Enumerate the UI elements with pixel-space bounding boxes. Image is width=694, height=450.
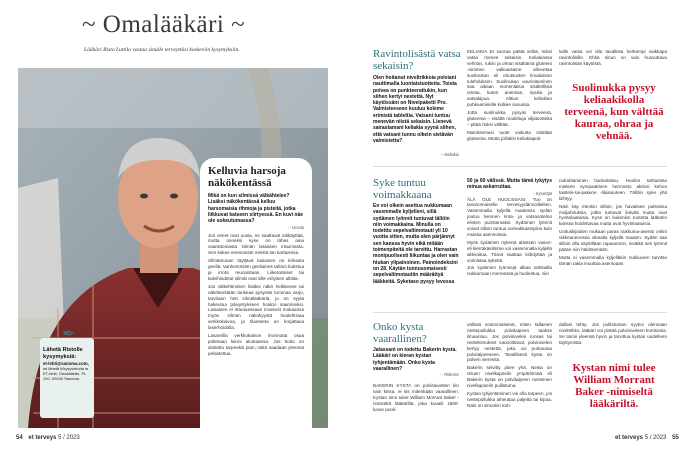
question-box	[40, 326, 94, 418]
section-heading: Onko kysta vaarallinen?	[373, 321, 427, 345]
article-paragraph: Jos välkehtimisen lisäksi näkö heikkenee tai näkökenttään lankeaa pysyvän tummaa varjo, tarvitaan heti silmälääkäriä, jo on syytä hakeutua päivystykseen hoidon saamiseksi. Lasiaisen ei irtautuessaan imaisust mukaansa myös silmän näkökyystä huolehtivaa verkkokalvoa, ja tilanteeta on korjattava laserhoidolla.	[208, 283, 304, 331]
pull-quote: Kystan nimi tulee William Morrant Baker -nimiseltä lääkäriltä.	[572, 362, 656, 411]
article-question: Mikä on kun silmissä välkähtelee? Lisäksi näkökentässä kelluu harsomaisia rihmoja ja pisteitä, jotka liikkuvat katseen siirtyessä. En kuvi näe ole sokeutumassa?	[208, 193, 304, 225]
feather-icon: ✒	[62, 326, 76, 343]
section-paragraph: Mainitsemasi tuote vaikutta sisältää gluteenia. Mutta joillakin keliakiapoti-	[467, 129, 552, 141]
section-paragraph: Jotta suolinukka pysyisi terveenä, gluteenia – sisältä mainittuja viljatuotteita – pitää rluksi välttää.	[467, 110, 552, 127]
section-divider	[373, 312, 667, 313]
section-question: En voi olkein asettua nukkumaan vasemmalle kyljelleni, sillä sydämen lyönnit tuntuvat tällöin niin voimakkaina. Minulla on todetttu sepelvaltimotauti yli 10 vuotta sitten, mutta olen pärjännyt sen kanssa hyvin eikä mitään toimenpiteitä ole tarvittu. Harrastan monipuolisesti liikuntaa ja olen vain hiukan ylipainoinen. Painoindeksini on 28. Käytän tunnusomaisesti sepelvaltimotautiin määrättyä lääkkeitä. Syketaso pysyy levossa	[373, 203, 459, 285]
article-heading: Kelluvia harsoja näkökentässä	[208, 165, 286, 189]
pull-quote: Suolinukka pysyy keliaakikolla terveenä, kun välttää kauraa, ohraa ja vehnää.	[564, 82, 664, 143]
section-paragraph: nukahtaminen hankaloituu. Huolen tarttuessa mieleen sympaattinen hermosto aktivoi kehon taistele-tai-pakene -tilaisuuteen. Tällöin syke yhä kiihtyy.	[559, 178, 667, 201]
article-body	[208, 233, 304, 357]
section-column	[467, 178, 552, 279]
section-paragraph: Myös sydämen nykertä alävtsen vasen- eli kierräkäsilmme voi vasemmalla kyljellä aktivoitua. Tämä saattaa kiihdyttää ja voimistaa sykettä.	[467, 239, 552, 263]
left-footer	[16, 435, 80, 441]
article-card	[200, 158, 312, 428]
section-paragraph: KELIAKIA EI suoraa päätä selitä, miksi vatsa menee sekaisin. Keliakiassa vehnän, rukiin ja ohran sisältämä gluteeni -niminen valkuaisaine aiheuttaa suolinukan eli ohutsuolen limakalvon tulehduksen. Suolinukan vaurioituminen saa aikaan monenlaisia sisältöllisiä oireita, kuten anemian, ripulia ja vatsakipua. Alttius keliakian puhkeamiselle kulkee suvussa.	[467, 49, 552, 108]
section-paragraph: Mutta ei vasemmalla kyljelläkin nukkuvien tarvitse tämän takia muuttaa asentoaan.	[559, 254, 667, 266]
left-issue: 5 / 2023	[58, 435, 80, 441]
page-title: ~ Omalääkäri ~	[82, 11, 246, 38]
section-signature: – Keliakia	[440, 152, 459, 157]
section-column	[467, 322, 552, 411]
section-heading: Syke tuntuu voimakkaana	[373, 177, 432, 201]
section-paragraph: Näin käy etenkin silloin, jos havaitsee pulssissa muljahduksia, jotka tuntuvat ikävää mutta ovat hyvänlaatuisia. Kyse on kuitenkin tuotetta lääkärin kanssa hoidettavaa mutta ovat hyvinlaatuisia.	[559, 203, 667, 227]
article-paragraph: Jos oireet ovat uusia, ne saattavat säikäyttää, mutta onneksi kyse on lähes aina vaarattomasta silmän lasiaisen irtaumasta. Sen kokee enemmistö meistä iän karttuessa.	[208, 232, 304, 256]
section-question-tail: 50 ja 60 välissä. Mutta tämä tykytys minua askarruttaa.	[467, 178, 552, 191]
section-paragraph: Kystan tyhjentäminen voi olla tarpeen, jos nestepullukka aiheuttaa paljetta tai kipua. Näin on sinunkin koh-	[467, 390, 552, 408]
section-paragraph: Unituskijoiden mukaan paras nukkuma-asento onkin oikkeanenossa oikealla kyljellä maaten. Sydän saa silloin olla näytöllään rapaammin, eivätkä sen lyönnit pääse niin häiritsemään.	[559, 229, 667, 252]
section-column	[559, 178, 667, 269]
section-column: laille vatsa voi olla tavallista herkempi vaikkapa ravintolisille. Ehkä sinun on vain huovuttava ravintolisän käytöstä.	[559, 49, 667, 66]
question-box-title: Lähetä Ristolle kysymyksiä:	[43, 347, 83, 360]
right-issue: 5 / 2023	[644, 435, 667, 441]
page-intro: Lääkäri Risto Luttila vastaa sinulle terveyttäsi koskeviin kysymyksiin.	[84, 47, 240, 53]
section-paragraph: ÄLÄ OLE HUOLISSASI. Tuo on tavanomaiselle tervesyydänvoilleliten. Vasemmalla kyljellä maatessa sydän joutuu lvennen rinta- ja vatsaontelon elinten puristamaksi. Sydämen lyönnit voivat silloin tuntua voimakkaampina kuin muissa asennoissa.	[467, 196, 552, 237]
section-paragraph: BAKERIN KYSTA on polvitaivetten kin vain kissa, ei sis mitenkään vaarallinen. Kystan nimi tulee William Morrant Baker -nimiseltä lääkäriltä, joka kuvaili 1800-luvun puoli-	[373, 383, 459, 412]
right-page-number: 55	[672, 435, 679, 441]
right-magazine-name: et terveys	[615, 435, 644, 441]
section-heading: Ravintolisästä vatsa sekaisin?	[373, 48, 461, 72]
section-column	[467, 49, 552, 144]
article-paragraph: Lasareilla verkkokalvon irronnutta osaa poltetaan kiinni alustaansa. Jos hoito on aloitettu tarpeeksi pian, näkö saadaan yleensä pelastettua.	[208, 333, 304, 356]
article-paragraph: Silmämunan täyttävä lasiainen on kirkasta geeliä. Vanhemmiten geeliaines tahtoo kutistua ja irrota reunoistaan. Liiketoitoiset tai kalvihiodetut silmät ovat sille erityisen alttiita.	[208, 258, 304, 281]
section-column: dallasi tehty. Jos pullistuman syykoi olennaan niveltrikko, lääkäri voi pistää polviniveleen kortisonia. Se toimii yleensä hyvin ja tarvittua kystan uudelleen täyttymistä.	[559, 322, 667, 345]
section-paragraph: välissä ensimmäisenä, miten tällainen nestepullukka polvitaipeen taakse ilmaantuu. Jos polvinivelen runsas tai nestekimukset vaurioittavat, polvinivelen kertyy nestettä, joka voi purkautua polvitaipeeseen. Tavallisesti kysta on polven vieressä.	[467, 322, 552, 363]
section-divider	[373, 166, 667, 167]
section-question: Olen hoitanut niveltrikkoia polviani nauttimalla luontaistuotteita. Toista polvea on punkteerattukin, kun siihen kertyi nestettä. Nyt käytössäni on Nivelpaketti Pro. Valmisteeseen kuuluu koleme erimistä tablettia. Vatsani tuntuu menevän niistä sekaisin. Lienevä sairastamani keliakia syynä siihen, että vatsani tunnu oikein sietävän valmistetta?	[373, 75, 457, 144]
section-signature: – Kysetäjä	[532, 190, 552, 196]
section-paragraph: Bakerin selvitty pitee yhä. Nesta on ohuen nivelkapselin ympäröimää eli Bakerin kysta on polvitaipeen nesteinen nivelkapselin pullistuma.	[467, 365, 552, 389]
left-page-number: 54	[16, 435, 23, 441]
right-footer	[615, 435, 679, 441]
right-page	[347, 0, 694, 450]
section-question: Jalassani on todettu Bakerin kysta. Lääkäri on kieran kystan tyhjentämään. Onko kysta vaarallinen?	[373, 347, 457, 372]
section-paragraph: Jos sydämen lyönnejä alkaa tarkkailla nukkumaan mennessä ja huolestua, niin	[467, 265, 552, 277]
article-signature: – Ursula	[288, 224, 304, 230]
question-box-text: tai lähetä ti/kysyvistuita ta ET-lehti, Omalääkäri, PL 100, 00040 Sanoma	[43, 366, 89, 381]
question-box-email[interactable]: et-lehti@sanoma.com,	[43, 361, 89, 366]
section-signature: – Riitmies	[440, 372, 459, 377]
left-magazine-name: et terveys	[28, 435, 57, 441]
